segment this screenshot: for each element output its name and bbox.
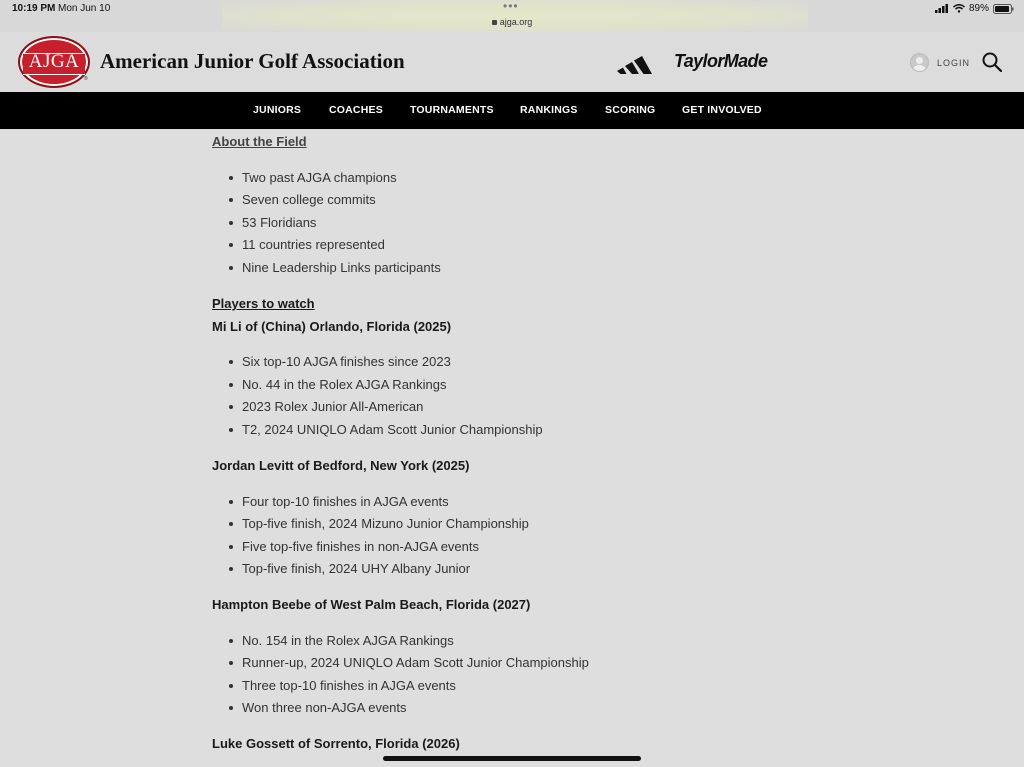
- list-item: 11 countries represented: [242, 237, 385, 252]
- logo-text: AJGA: [28, 51, 80, 72]
- ajga-logo[interactable]: [18, 36, 90, 88]
- home-indicator[interactable]: [383, 756, 641, 761]
- player-name: Jordan Levitt of Bedford, New York (2025): [212, 458, 470, 473]
- list-item: Three top-10 finishes in AJGA events: [242, 678, 456, 693]
- player-name: Hampton Beebe of West Palm Beach, Florida (2027): [212, 597, 531, 612]
- status-bar: [0, 0, 1024, 32]
- status-time: 10:19 PM: [12, 3, 56, 14]
- list-item: Nine Leadership Links participants: [242, 260, 441, 275]
- battery-icon: [993, 4, 1014, 14]
- status-indicators: [935, 3, 1014, 14]
- nav-juniors[interactable]: JUNIORS: [253, 104, 302, 116]
- multitasking-dots-icon[interactable]: •••: [503, 0, 519, 13]
- nav-scoring[interactable]: SCORING: [605, 104, 656, 116]
- nav-tournaments[interactable]: TOURNAMENTS: [410, 104, 494, 116]
- lock-icon: [492, 20, 497, 25]
- nav-coaches[interactable]: COACHES: [329, 104, 383, 116]
- org-name[interactable]: American Junior Golf Association: [100, 49, 405, 73]
- players-heading: Players to watch: [212, 296, 315, 311]
- cellular-signal-icon: [935, 4, 949, 13]
- user-avatar-icon: [910, 53, 929, 72]
- registered-mark: ®: [84, 76, 88, 82]
- list-item: 53 Floridians: [242, 215, 317, 230]
- list-item: No. 44 in the Rolex AJGA Rankings: [242, 377, 447, 392]
- list-item: Four top-10 finishes in AJGA events: [242, 494, 449, 509]
- list-item: Runner-up, 2024 UNIQLO Adam Scott Junior Championship: [242, 655, 589, 670]
- list-item: Two past AJGA champions: [242, 170, 397, 185]
- list-item: No. 154 in the Rolex AJGA Rankings: [242, 633, 454, 648]
- list-item: Top-five finish, 2024 UHY Albany Junior: [242, 561, 471, 576]
- status-date: Mon Jun 10: [58, 3, 111, 14]
- list-item: Five top-five finishes in non-AJGA events: [242, 539, 480, 554]
- site-header: [0, 32, 1024, 92]
- list-item: 2023 Rolex Junior All-American: [242, 399, 424, 414]
- list-item: Six top-10 AJGA finishes since 2023: [242, 354, 451, 369]
- nav-rankings[interactable]: RANKINGS: [520, 104, 578, 116]
- about-heading: About the Field: [212, 134, 307, 149]
- adidas-logo[interactable]: [616, 50, 654, 74]
- list-item: T2, 2024 UNIQLO Adam Scott Junior Championship: [242, 422, 543, 437]
- nav-get-involved[interactable]: GET INVOLVED: [682, 104, 762, 116]
- battery-percent: 89%: [968, 3, 989, 14]
- list-item: Top-five finish, 2024 Mizuno Junior Championship: [242, 516, 529, 531]
- list-item: Seven college commits: [242, 192, 376, 207]
- search-icon[interactable]: [981, 51, 1003, 73]
- player-name: Mi Li of (China) Orlando, Florida (2025): [212, 319, 452, 334]
- url-bar[interactable]: [0, 17, 1024, 27]
- main-nav: [0, 92, 1024, 129]
- login-label: LOGIN: [937, 57, 971, 68]
- wifi-icon: [953, 4, 965, 13]
- player-name: Luke Gossett of Sorrento, Florida (2026): [212, 736, 460, 751]
- login-button[interactable]: [910, 53, 970, 72]
- list-item: Won three non-AJGA events: [242, 700, 407, 715]
- url-text: ajga.org: [499, 17, 533, 27]
- taylormade-logo[interactable]: TaylorMade: [674, 51, 768, 71]
